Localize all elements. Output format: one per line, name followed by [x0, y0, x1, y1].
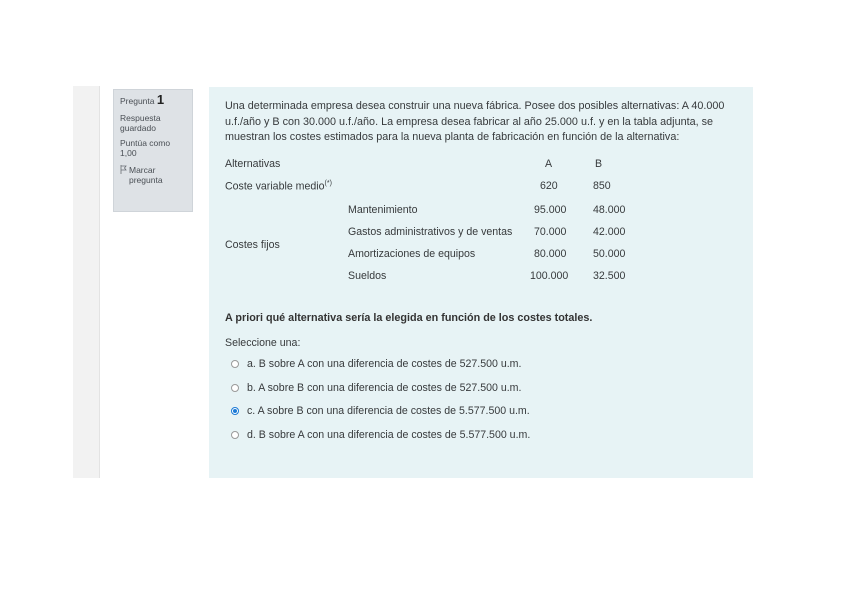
- answer-option-label: d. B sobre A con una diferencia de costes de 5.577.500 u.m.: [247, 428, 531, 441]
- answer-option-b[interactable]: [225, 376, 737, 400]
- flag-question-link[interactable]: [120, 165, 187, 186]
- radio-button[interactable]: [231, 360, 239, 368]
- fixed-row-label: Gastos administrativos y de ventas: [348, 225, 513, 238]
- question-text: Una determinada empresa desea construir una nueva fábrica. Posee dos posibles alternativas: A 40.000 u.f./año y B con 30.000 u.f./año. La empresa desea fabricar al año 25.000 u.f. y en la tabla adjunta, se muestran los costes estimados para la nueva planta de fabricación en función de la alternativa:: [225, 100, 725, 143]
- radio-button[interactable]: [231, 384, 239, 392]
- question-info-panel: [113, 89, 193, 212]
- variable-cost-b: 850: [593, 179, 611, 192]
- answer-option-d[interactable]: [225, 423, 737, 447]
- question-prompt: A priori qué alternativa sería la elegida en función de los costes totales.: [225, 311, 593, 324]
- select-one-label: Seleccione una:: [225, 336, 301, 349]
- fixed-row-a: 100.000: [530, 269, 569, 282]
- left-page-strip: [73, 86, 100, 478]
- question-grade: Puntúa como 1,00: [120, 137, 171, 158]
- fixed-row-a: 95.000: [534, 203, 567, 216]
- fixed-row-label: Amortizaciones de equipos: [348, 247, 476, 260]
- table-header-label: Alternativas: [225, 157, 281, 170]
- question-state: Respuesta guardado: [120, 112, 161, 133]
- cost-table: [225, 158, 737, 288]
- answer-option-label: b. A sobre B con una diferencia de costes de 527.500 u.m.: [247, 381, 522, 394]
- fixed-row-a: 70.000: [534, 225, 567, 238]
- flag-icon: [120, 165, 127, 186]
- question-content: [209, 87, 753, 478]
- table-header-a: A: [545, 157, 553, 170]
- answer-option-label: a. B sobre A con una diferencia de costes de 527.500 u.m.: [247, 358, 522, 371]
- variable-cost-a: 620: [540, 179, 558, 192]
- fixed-row-b: 50.000: [593, 247, 626, 260]
- flag-label: Marcar pregunta: [129, 164, 163, 185]
- variable-cost-label: Coste variable medio(*): [225, 179, 332, 193]
- answer-options: [225, 353, 737, 447]
- radio-button[interactable]: [231, 407, 239, 415]
- fixed-row-a: 80.000: [534, 247, 567, 260]
- answer-option-label: c. A sobre B con una diferencia de costes de 5.577.500 u.m.: [247, 405, 530, 418]
- answer-option-a[interactable]: [225, 353, 737, 377]
- fixed-costs-label: Costes fijos: [225, 238, 280, 251]
- fixed-row-label: Mantenimiento: [348, 203, 418, 216]
- fixed-row-label: Sueldos: [348, 269, 387, 282]
- fixed-row-b: 32.500: [593, 269, 626, 282]
- fixed-row-b: 42.000: [593, 225, 626, 238]
- fixed-row-b: 48.000: [593, 203, 626, 216]
- question-number: Pregunta 1: [120, 92, 165, 107]
- table-header-b: B: [595, 157, 603, 170]
- radio-button[interactable]: [231, 431, 239, 439]
- answer-option-c[interactable]: [225, 400, 737, 424]
